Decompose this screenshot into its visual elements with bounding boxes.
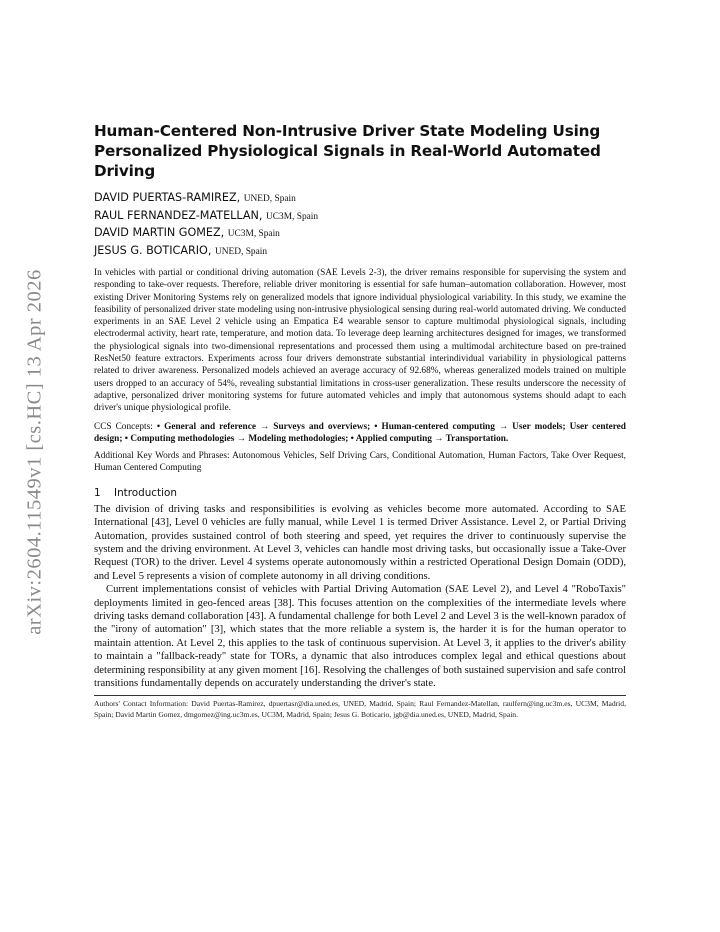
author-contact-footnote: Authors' Contact Information: David Puertas-Ramirez, dpuertasr@dia.uned.es, UNED, Madrid, Spain; Raul Fernandez-Matellan, raulfern@ing.uc3m.es, UC3M, Madrid, Spain; David Martin Gomez, dmgomez@ing.uc3m.es, UC3M, Madrid, Spain; Jesus G. Boticario, jgb@dia.uned.es, UNED, Madrid, Spain. [94, 699, 626, 719]
author-list [94, 190, 626, 260]
ccs-item: • Applied computing → Transportation. [350, 433, 509, 444]
ccs-concepts [94, 421, 626, 446]
arxiv-identifier [18, 262, 52, 642]
ccs-item: • Human-centered computing → User models; User centered design; [94, 421, 626, 444]
body-paragraph: Current implementations consist of vehicles with Partial Driving Automation (SAE Level 2), and Level 4 "RoboTaxis" deployments limited in geo-fenced areas [38]. This focuses attention on the complexities of the intermediate levels where driving tasks demand collaboration [43]. A fundamental challenge for both Level 2 and Level 3 is the well-known paradox of the "irony of automation" [3], which states that the more reliable a system is, the harder it is for the human operator to maintain attention. At Level 2, this applies to the task of continuous supervision. At Level 3, it applies to the driver's ability to maintain a "fallback-ready" state for TORs, a dynamic that also introduces complex legal and ethical questions about determining responsibility at any given moment [16]. Resolving the challenges of both sustained supervision and safe control transitions fundamentally depends on accurately understanding the driver's state. [94, 584, 626, 690]
author-entry [94, 208, 626, 226]
author-affiliation: UNED, Spain [243, 194, 296, 204]
author-affiliation: UC3M, Spain [227, 229, 280, 239]
author-entry [94, 190, 626, 208]
section-heading [94, 487, 626, 499]
author-entry [94, 243, 626, 261]
section-title: Introduction [114, 486, 177, 499]
footnote-divider [94, 695, 626, 696]
author-name: DAVID PUERTAS-RAMIREZ, [94, 191, 241, 204]
body-paragraph: The division of driving tasks and responsibilities is evolving as vehicles become more automated. According to SAE International [43], Level 0 vehicles are fully manual, while Level 1 is termed Driver Assistance. Level 2, or Partial Driving Automation, provides sustained control of both steering and speed, yet requires the driver to continuously supervise the system and the driving environment. At Level 3, vehicles can handle most driving tasks, but occasionally issue a Take-Over Request (TOR) to the driver. Level 4 systems operate autonomously within a restricted Operational Design Domain (ODD), and Level 5 represents a vision of complete autonomy in all driving conditions. [94, 503, 626, 582]
author-name: JESUS G. BOTICARIO, [94, 243, 212, 257]
keywords-label: Additional Key Words and Phrases: [94, 451, 230, 462]
paper-title: Human-Centered Non-Intrusive Driver State Modeling Using Personalized Physiological Signals in Real-World Automated Driving [94, 122, 601, 180]
arxiv-identifier-text: arXiv:2604.11549v1 [cs.HC] 13 Apr 2026 [23, 269, 46, 635]
abstract: In vehicles with partial or conditional driving automation (SAE Levels 2-3), the driver remains responsible for supervising the system and responding to take-over requests. Therefore, reliable driver monitoring is essential for safe human–automation collaboration. However, most existing Driver Monitoring Systems rely on generalized models that ignore individual physiological variability. In this study, we examine the feasibility of personalized driver state modeling using non-intrusive physiological sensing during real-world automated driving. We conducted experiments in an SAE Level 2 vehicle using an Empatica E4 wearable sensor to capture multimodal physiological signals, including electrodermal activity, heart rate, temperature, and motion data. To leverage deep learning architectures designed for images, we transformed the physiological signals into two-dimensional representations and processed them using a multimodal architecture based on pre-trained ResNet50 feature extractors. Experiments across four drivers demonstrate substantial interindividual variability in physiological patterns related to driver awareness. Personalized models achieved an average accuracy of 92.68%, whereas generalized models trained on multiple users dropped to an accuracy of 54%, revealing substantial limitations in cross-user generalization. These results underscore the necessity of adaptive, personalized driver monitoring systems for future automated vehicles and imply that autonomous systems should adapt to each driver's unique physiological profile. [94, 268, 626, 414]
author-affiliation: UC3M, Spain [266, 211, 319, 222]
author-entry [94, 225, 626, 243]
author-name: RAUL FERNANDEZ-MATELLAN, [94, 208, 263, 222]
ccs-item: • Computing methodologies → Modeling methodologies; [124, 433, 349, 444]
author-affiliation: UNED, Spain [214, 246, 268, 257]
ccs-label: CCS Concepts: [94, 421, 153, 432]
author-name: DAVID MARTIN GOMEZ, [94, 226, 225, 239]
keywords-text: Autonomous Vehicles, Self Driving Cars, Conditional Automation, Human Factors, Take Over Request, Human Centered Computing [94, 451, 626, 474]
keywords [94, 450, 626, 475]
paper-content [94, 121, 626, 720]
section-number: 1 [94, 486, 101, 499]
ccs-item: • General and reference → Surveys and overviews; [156, 421, 371, 432]
